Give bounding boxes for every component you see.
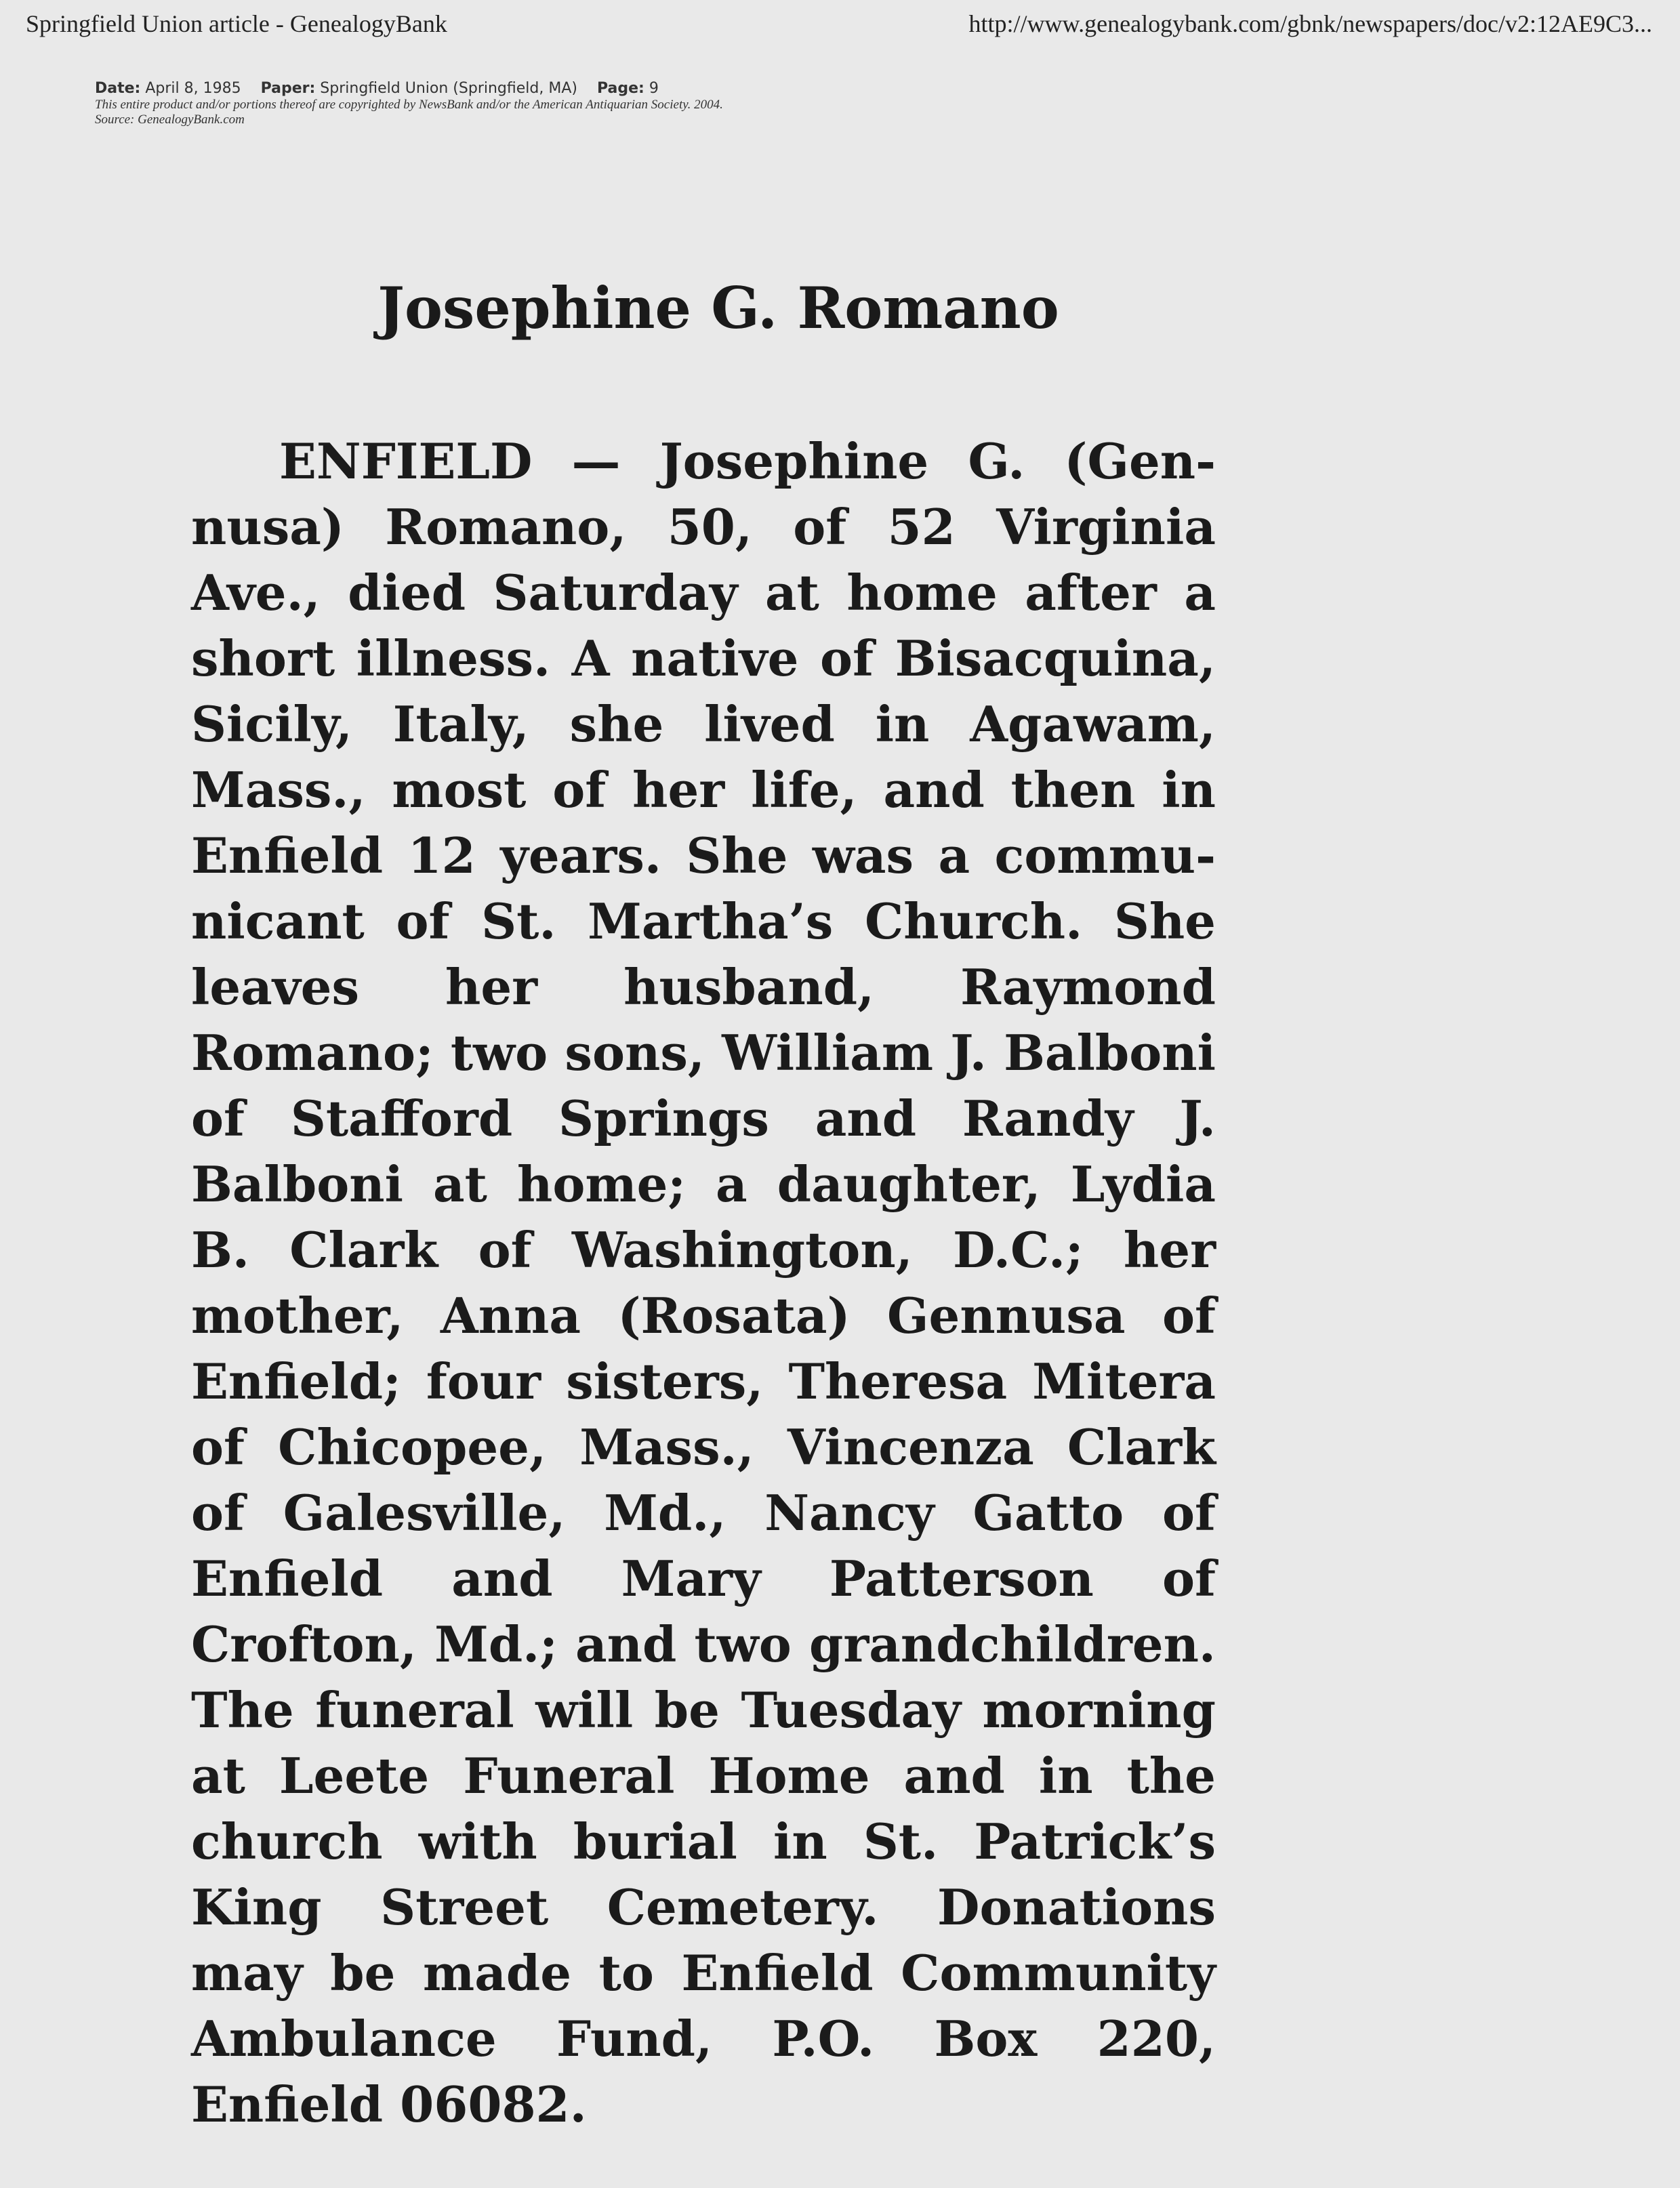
article-metadata [95,80,1111,127]
print-page-url: http://www.genealogybank.com/gbnk/newspapers/doc/v2:12AE9C3... [968,10,1652,37]
print-header [26,9,1652,50]
print-page-title: Springfield Union article - GenealogyBank [26,10,447,37]
paper-label: Paper: [260,80,316,97]
date-label: Date: [95,80,141,97]
article-headline: Josephine G. Romano [377,274,1059,342]
article-body: ENFIELD — Josephine G. (Gennusa) Romano, 50, of 52 Virginia Ave., died Saturday at home after a short illness. A native of Bisacquina, Sicily, Italy, she lived in Agawam, Mass., most of her life, and then in Enfield 12 years. She was a communicant of St. Martha’s Church. She leaves her husband, Raymond Romano; two sons, William J. Balboni of Stafford Springs and Randy J. Balboni at home; a daughter, Lydia B. Clark of Washington, D.C.; her mother, Anna (Rosata) Gennusa of Enfield; four sisters, Theresa Mitera of Chicopee, Mass., Vincenza Clark of Galesville, Md., Nancy Gatto of Enfield and Mary Patterson of Crofton, Md.; and two grandchildren. The funeral will be Tuesday morning at Leete Funeral Home and in the church with burial in St. Patrick’s King Street Cemetery. Donations may be made to Enfield Community Ambulance Fund, P.O. Box 220, Enfield 06082. [191,432,1216,2133]
metadata-line [95,80,1111,98]
source-notice: Source: GenealogyBank.com [95,112,245,127]
date-value: April 8, 1985 [145,80,241,97]
copyright-notice: This entire product and/or portions thereof are copyrighted by NewsBank and/or the American Antiquarian Society. 2004. [95,98,723,112]
page-value: 9 [649,80,659,97]
paper-value: Springfield Union (Springfield, MA) [320,80,577,97]
page-label: Page: [596,80,644,97]
